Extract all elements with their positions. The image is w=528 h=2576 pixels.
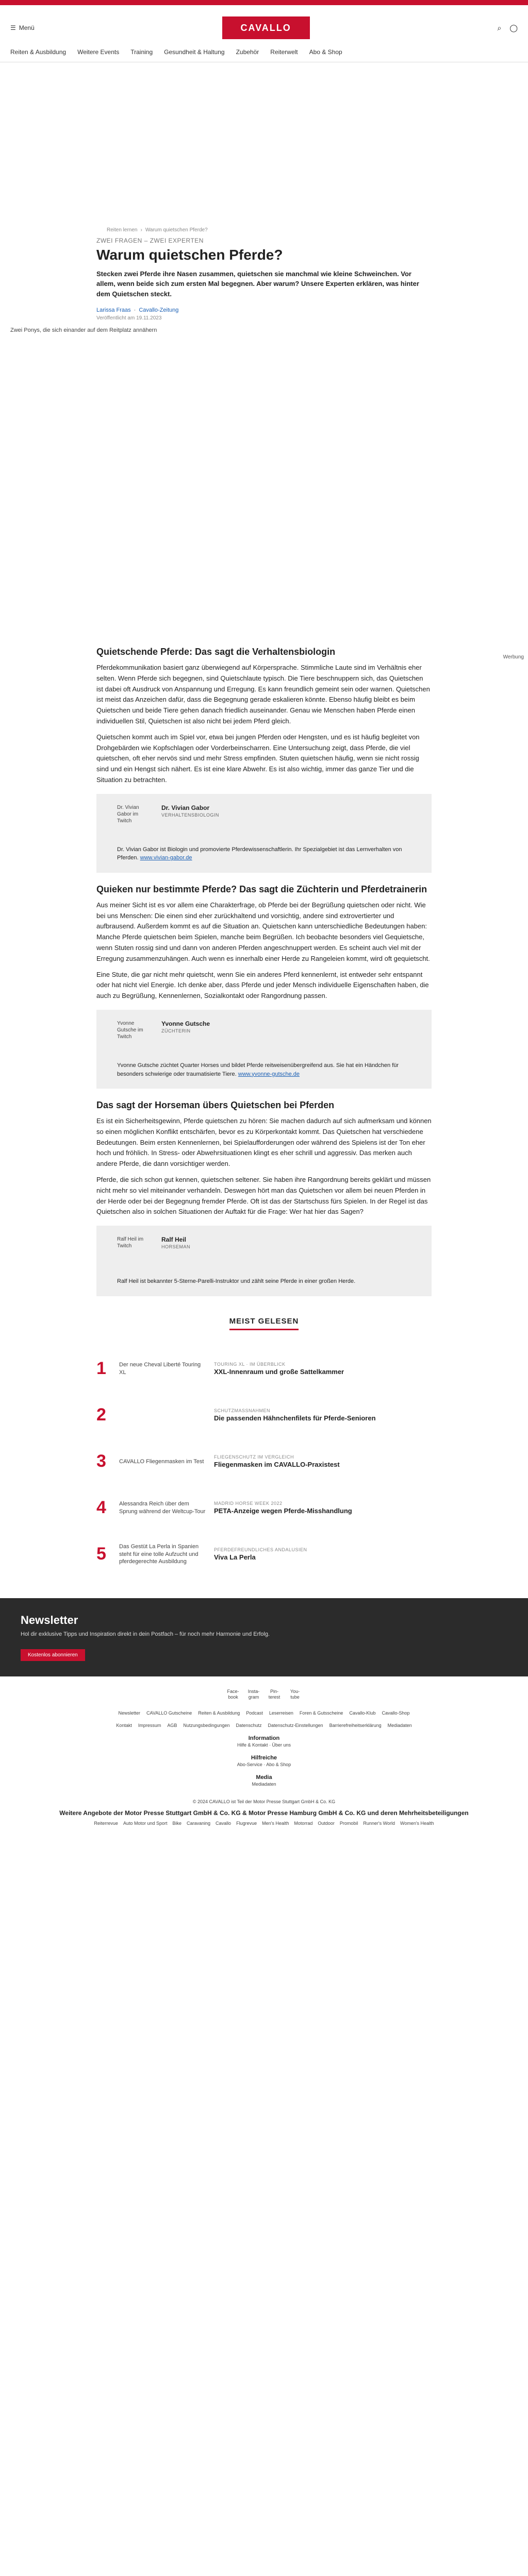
nav-item[interactable]: Reiten & Ausbildung xyxy=(10,48,67,56)
partner-link[interactable]: Flugrevue xyxy=(236,1820,257,1826)
expert-avatar: Dr. Vivian Gabor im Twitch xyxy=(117,804,139,824)
expert-description xyxy=(117,1061,411,1078)
partner-link[interactable]: Auto Motor und Sport xyxy=(123,1820,168,1826)
expert-description-text: Dr. Vivian Gabor ist Biologin und promovierte Pferdewissenschaftlerin. Ihr Spezialgebiet ist das Lernverhalten von Pferden. xyxy=(117,846,402,861)
nav-item[interactable]: Abo & Shop xyxy=(309,48,342,56)
most-read-heading xyxy=(96,1317,432,1330)
paragraph: Es ist ein Sicherheitsgewinn, Pferde quietschen zu hören: Sie machen dadurch auf sich aufmerksam und können so einen möglichen Konflikt entschärfen, bevor es zu Körperkontakt kommt. Das Quietschen hat verschiedene Bedeutungen. Beim ersten Kennenlernen, bei Spielaufforderungen oder während des Spielens ist der Ton eher hoch und fröhlich. In Stress- oder Abwehrsituationen klingt es eher schrill und aggressiv. Das merken auch andere Pferde, die dann vorsichtiger werden. xyxy=(96,1117,432,1168)
expert-box xyxy=(96,794,432,873)
footer-heading: Hilfreiche xyxy=(251,1754,277,1761)
pinterest-icon[interactable]: Pin-terest xyxy=(268,1689,280,1700)
footer-link[interactable]: Reiten & Ausbildung xyxy=(198,1710,240,1716)
teaser-category: SCHUTZMASSNAHMEN xyxy=(214,1408,271,1414)
rank-number: 5 xyxy=(96,1544,106,1564)
newsletter-title: Newsletter xyxy=(21,1613,78,1626)
social-links xyxy=(0,1689,528,1700)
partner-link[interactable]: Bike xyxy=(172,1820,182,1826)
author-link-2[interactable]: Cavallo-Zeitung xyxy=(139,307,179,314)
hero-image xyxy=(0,327,528,616)
newsletter-text: Hol dir exklusive Tipps und Inspiration direkt in dein Postfach – für noch mehr Harmonie und Erfolg. xyxy=(21,1631,270,1637)
rank-number: 4 xyxy=(96,1498,106,1518)
menu-label: Menü xyxy=(19,24,35,31)
hamburger-icon: ☰ xyxy=(10,24,16,31)
rank-number: 3 xyxy=(96,1451,106,1471)
partner-link[interactable]: Caravaning xyxy=(187,1820,211,1826)
footer-link[interactable]: Podcast xyxy=(246,1710,263,1716)
teaser-category: PFERDEFREUNDLICHES ANDALUSIEN xyxy=(214,1547,307,1553)
expert-box xyxy=(96,1226,432,1296)
article-body xyxy=(96,647,432,1578)
nav-item[interactable]: Weitere Events xyxy=(77,48,120,56)
site-logo[interactable]: CAVALLO xyxy=(222,16,310,39)
footer-link[interactable]: Leserreisen xyxy=(269,1710,293,1716)
article-lead: Stecken zwei Pferde ihre Nasen zusammen, quietschen sie manchmal wie kleine Schweinchen. Vor allem, wenn beide sich zum ersten Mal begegnen. Aber warum? Unsere Experten erklären, was hinter dem Quietschen steckt. xyxy=(96,269,419,298)
article-title: Warum quietschen Pferde? xyxy=(96,247,283,263)
partner-link[interactable]: Motorrad xyxy=(294,1820,313,1826)
newsletter-section xyxy=(0,1598,528,1677)
menu-button[interactable] xyxy=(10,24,35,31)
article-header xyxy=(96,227,432,321)
teaser-category: MADRID HORSE WEEK 2022 xyxy=(214,1501,283,1506)
teaser-title: XXL-Innenraum und große Sattelkammer xyxy=(214,1368,344,1376)
footer-link[interactable]: Mediadaten xyxy=(387,1722,412,1728)
paragraph: Eine Stute, die gar nicht mehr quietscht, wenn Sie ein anderes Pferd kennenlernt, ist entweder sehr entspannt oder hat nicht viel Energie. Ich denke aber, dass Pferde und jeder Mensch individuelle Eigenschaften haben, die auch zu Begrüßung, Kennenlernen, Sozialkontakt oder Rangordnung passen. xyxy=(96,970,429,1000)
search-icon[interactable]: ⌕ xyxy=(497,23,502,32)
youtube-icon[interactable]: You-tube xyxy=(290,1689,300,1700)
paragraph: Pferde, die sich schon gut kennen, quietschen seltener. Sie haben ihre Rangordnung bereits geklärt und müssen nicht mehr so viel miteinander verhandeln. Deswegen hört man das Quietschen vor allem bei neuen Pferden in der Herde oder bei der Begegnung fremder Pferde. Oft ist das der Startschuss fürs Spielen. In der Regel ist das Quietschen also in solchen Situationen der Auftakt für die Frage: Wer hat hier das Sagen? xyxy=(96,1176,431,1216)
top-brand-bar xyxy=(0,0,528,5)
partner-link[interactable]: Runner's World xyxy=(363,1820,395,1826)
expert-role: ZÜCHTERIN xyxy=(161,1028,191,1034)
breadcrumb-current: Warum quietschen Pferde? xyxy=(145,227,208,233)
newsletter-subscribe-button[interactable]: Kostenlos abonnieren xyxy=(21,1649,85,1661)
section-heading: Quietschende Pferde: Das sagt die Verhaltensbiologin xyxy=(96,647,336,657)
footer-link[interactable]: CAVALLO Gutscheine xyxy=(146,1710,192,1716)
expert-name: Yvonne Gutsche xyxy=(161,1020,210,1028)
teaser-title: Viva La Perla xyxy=(214,1553,256,1562)
footer-legal-links xyxy=(0,1723,528,1728)
author-link[interactable]: Larissa Fraas xyxy=(96,307,131,314)
footer-link[interactable]: Kontakt xyxy=(116,1722,132,1728)
teaser-image: Der neue Cheval Liberté Touring XL xyxy=(119,1362,201,1376)
teaser-category: FLIEGENSCHUTZ IM VERGLEICH xyxy=(214,1454,294,1460)
nav-item[interactable]: Training xyxy=(130,48,153,56)
teaser-title: Die passenden Hähnchenfilets für Pferde-Senioren xyxy=(214,1414,376,1422)
most-read-item[interactable] xyxy=(96,1485,432,1531)
publish-date: Veröffentlicht am 19.11.2023 xyxy=(96,315,162,321)
footer-sublinks[interactable]: Mediadaten xyxy=(252,1781,276,1787)
expert-name: Dr. Vivian Gabor xyxy=(161,804,210,811)
expert-box xyxy=(96,1010,432,1089)
expert-description-text: Yvonne Gutsche züchtet Quarter Horses und bildet Pferde reitweisenübergreifend aus. Sie hat ein Händchen für besonders schwierige oder traumatisierte Tiere. xyxy=(117,1062,399,1077)
breadcrumb xyxy=(96,227,432,233)
footer-link[interactable]: Cavallo-Klub xyxy=(349,1710,376,1716)
partner-link[interactable]: Women's Health xyxy=(400,1820,434,1826)
most-read-item[interactable] xyxy=(96,1438,432,1485)
footer-link[interactable]: Datenschutz xyxy=(236,1722,262,1728)
breadcrumb-item[interactable]: Reiten lernen xyxy=(107,227,138,233)
expert-avatar: Ralf Heil im Twitch xyxy=(117,1236,144,1249)
section-heading: Quieken nur bestimmte Pferde? Das sagt die Züchterin und Pferdetrainerin xyxy=(96,884,427,894)
hero-image-alt: Zwei Ponys, die sich einander auf dem Reitplatz annähern xyxy=(10,327,157,334)
more-offers-links xyxy=(0,1821,528,1826)
teaser-image: Alessandra Reich über dem Sprung während der Weltcup-Tour xyxy=(119,1501,206,1515)
paragraph: Aus meiner Sicht ist es vor allem eine Charakterfrage, ob Pferde bei der Begrüßung quietschen oder nicht. Wie bei uns Menschen: Die einen sind eher zurückhaltend und vorsichtig, andere sind extrovertierter und aufbrausend. Außerdem kommt es auf die Situation an. Quietschen kann unterschiedliche Bedeutungen haben: Manche Pferde quietschen beim Spielen, manche beim Begrüßen. Ich beobachte besonders viel Gequietsche, wenn Stuten rossig sind und dann von anderen Pferden angeschnuppert werden. Es scheint auch viel mit der Erregung zusammenzuhängen. Auch wenn es innerhalb einer Herde zu Rangeleien kommt, wird oft gequietscht. xyxy=(96,901,430,962)
nav-item[interactable]: Reiterwelt xyxy=(270,48,298,56)
instagram-icon[interactable]: Insta-gram xyxy=(248,1689,260,1700)
partner-link[interactable]: Cavallo xyxy=(216,1820,232,1826)
footer-sublinks[interactable]: Hilfe & Kontakt · Über uns xyxy=(237,1742,291,1748)
most-read-title: MEIST GELESEN xyxy=(229,1317,299,1330)
partner-link[interactable]: Men's Health xyxy=(262,1820,289,1826)
footer-link[interactable]: AGB xyxy=(167,1722,177,1728)
footer-heading: Media xyxy=(256,1774,272,1781)
footer-link[interactable]: Impressum xyxy=(138,1722,161,1728)
byline-separator: · xyxy=(134,307,136,314)
most-read-list xyxy=(96,1346,432,1578)
rank-number: 2 xyxy=(96,1405,106,1425)
footer-link[interactable]: Foren & Gutsscheine xyxy=(299,1710,343,1716)
teaser-image: Das Gestüt La Perla in Spanien steht für eine tolle Aufzucht und pferdegerechte Ausbildung xyxy=(119,1544,199,1565)
partner-link[interactable]: Promobil xyxy=(339,1820,358,1826)
most-read-item[interactable] xyxy=(96,1346,432,1392)
expert-website-link[interactable]: www.yvonne-gutsche.de xyxy=(238,1071,300,1077)
partner-link[interactable]: Reiterrevue xyxy=(94,1820,118,1826)
ad-label: Werbung xyxy=(503,654,524,660)
section-heading: Das sagt der Horseman übers Quietschen bei Pferden xyxy=(96,1100,335,1111)
facebook-icon[interactable]: Face-book xyxy=(227,1689,239,1700)
expert-description xyxy=(117,845,411,862)
footer-links xyxy=(0,1710,528,1716)
main-navigation xyxy=(0,42,528,62)
footer-heading: Information xyxy=(248,1735,280,1741)
user-icon[interactable]: ◯ xyxy=(509,23,518,32)
byline xyxy=(96,307,432,313)
expert-role: HORSEMAN xyxy=(161,1244,191,1250)
expert-avatar: Yvonne Gutsche im Twitch xyxy=(117,1021,143,1040)
copyright: © 2024 CAVALLO ist Teil der Motor Presse Stuttgart GmbH & Co. KG xyxy=(192,1799,336,1804)
partner-link[interactable]: Outdoor xyxy=(318,1820,335,1826)
more-offers-heading: Weitere Angebote der Motor Presse Stuttgart GmbH & Co. KG & Motor Presse Hamburg GmbH & Co. KG und deren Mehrheitsbeteiligungen xyxy=(59,1809,469,1817)
nav-item[interactable]: Gesundheit & Haltung xyxy=(164,48,225,56)
expert-description: Ralf Heil ist bekannter 5-Sterne-Parelli-Instruktor und zählt seine Pferde in einer großen Herde. xyxy=(117,1278,356,1285)
expert-role: VERHALTENSBIOLOGIN xyxy=(161,812,219,818)
paragraph: Pferdekommunikation basiert ganz überwiegend auf Körpersprache. Stimmliche Laute sind im Verhältnis eher selten. Wenn Pferde sich begegnen, sind Quietschlaute typisch. Die Tiere beschnuppern sich, das Quietschen ist dabei oft Ausdruck von Anspannung und Erregung. Es kann freundlich gemeint sein oder warnen. Quietschen ist meist das Anzeichen dafür, dass die Begegnung gerade eskalieren könnte. Ebenso häufig bleibt es beim Quietschen und beide Tiere gehen danach friedlich auseinander. Genau wie Menschen haben Pferde einen individuellen Stil, Quietschen ist also nicht bei jedem Pferd gleich. xyxy=(96,664,430,725)
article-kicker: ZWEI FRAGEN – ZWEI EXPERTEN xyxy=(96,237,204,244)
footer-link[interactable]: Nutzungsbedingungen xyxy=(183,1722,230,1728)
teaser-category: TOURING XL · IM ÜBERBLICK xyxy=(214,1362,286,1367)
teaser-title: PETA-Anzeige wegen Pferde-Misshandlung xyxy=(214,1507,352,1515)
breadcrumb-separator: › xyxy=(140,227,142,233)
footer-link[interactable]: Barrierefreiheitserklärung xyxy=(329,1722,382,1728)
footer-link[interactable]: Newsletter xyxy=(118,1710,141,1716)
teaser-title: Fliegenmasken im CAVALLO-Praxistest xyxy=(214,1461,340,1469)
site-header xyxy=(0,5,528,42)
paragraph: Quietschen kommt auch im Spiel vor, etwa bei jungen Pferden oder Hengsten, und es ist häufig begleitet von Drohgebärden wie Kopfschlagen oder Vorderbeinscharren. Eine Untersuchung zeigt, dass Pferde, die viel quietschen, oft eher nervös sind und mehr Stress empfinden. Stuten quietschen häufig, wenn sie nicht rossig sind und ein Hengst sich nähert. Es ist eine klare Abwehr. Es ist also wichtig, immer das ganze Tier und die Situation zu betrachten. xyxy=(96,733,420,784)
most-read-item[interactable] xyxy=(96,1531,432,1578)
footer-link[interactable]: Datenschutz-Einstellungen xyxy=(268,1722,323,1728)
teaser-image: CAVALLO Fliegenmasken im Test xyxy=(119,1458,204,1465)
most-read-item[interactable] xyxy=(96,1392,432,1438)
rank-number: 1 xyxy=(96,1359,106,1379)
footer-link[interactable]: Cavallo-Shop xyxy=(382,1710,410,1716)
expert-website-link[interactable]: www.vivian-gabor.de xyxy=(140,855,192,861)
footer-sublinks[interactable]: Abo-Service · Abo & Shop xyxy=(237,1761,291,1767)
nav-item[interactable]: Zubehör xyxy=(236,48,259,56)
expert-name: Ralf Heil xyxy=(161,1236,187,1244)
